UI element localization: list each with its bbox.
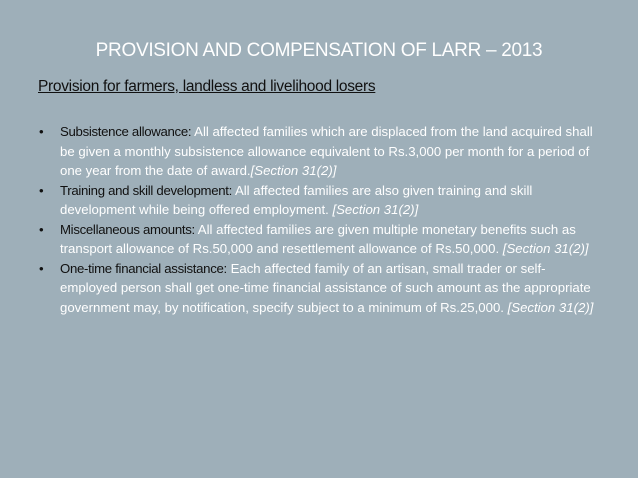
bullet-text: Each affected family of an artisan, small trader or self-employed person shall get one-time financial assistance of such amount as the appropriate government may, by notification, specify subject to a minimum of Rs.25,000. xyxy=(60,260,591,315)
bullet-icon: • xyxy=(39,124,44,139)
bullet-text: All affected families are given multiple monetary benefits such as transport allowance of Rs.50,000 and resettlement allowance of Rs.50,000. xyxy=(60,221,576,256)
bullet-text: All affected families which are displaced from the land acquired shall be given a monthly subsistence allowance equivalent to Rs.3,000 per month for a period of one year from the date of award. xyxy=(60,124,593,178)
bullet-item-subsistence-allowance xyxy=(38,122,598,181)
bullet-item-one-time-assistance xyxy=(38,259,598,318)
bullet-term: Subsistence allowance: xyxy=(60,124,192,139)
slide-subtitle: Provision for farmers, landless and livelihood losers xyxy=(38,78,376,95)
bullet-list xyxy=(38,122,598,317)
bullet-item-miscellaneous xyxy=(38,220,598,259)
bullet-icon: • xyxy=(39,221,44,237)
section-reference: [Section 31(2)] xyxy=(250,163,337,178)
bullet-icon: • xyxy=(39,182,44,198)
section-reference: [Section 31(2)] xyxy=(332,202,419,217)
bullet-icon: • xyxy=(39,260,44,276)
bullet-item-training xyxy=(38,181,598,220)
bullet-term: One-time financial assistance: xyxy=(60,260,227,276)
section-reference: [Section 31(2)] xyxy=(502,241,589,256)
section-reference: [Section 31(2)] xyxy=(507,299,594,315)
bullet-term: Training and skill development: xyxy=(60,182,233,198)
bullet-term: Miscellaneous amounts: xyxy=(60,221,195,237)
slide-title: PROVISION AND COMPENSATION OF LARR – 2013 xyxy=(95,40,543,61)
bullet-text: All affected families are also given training and skill development while being offered employment. xyxy=(60,182,533,217)
